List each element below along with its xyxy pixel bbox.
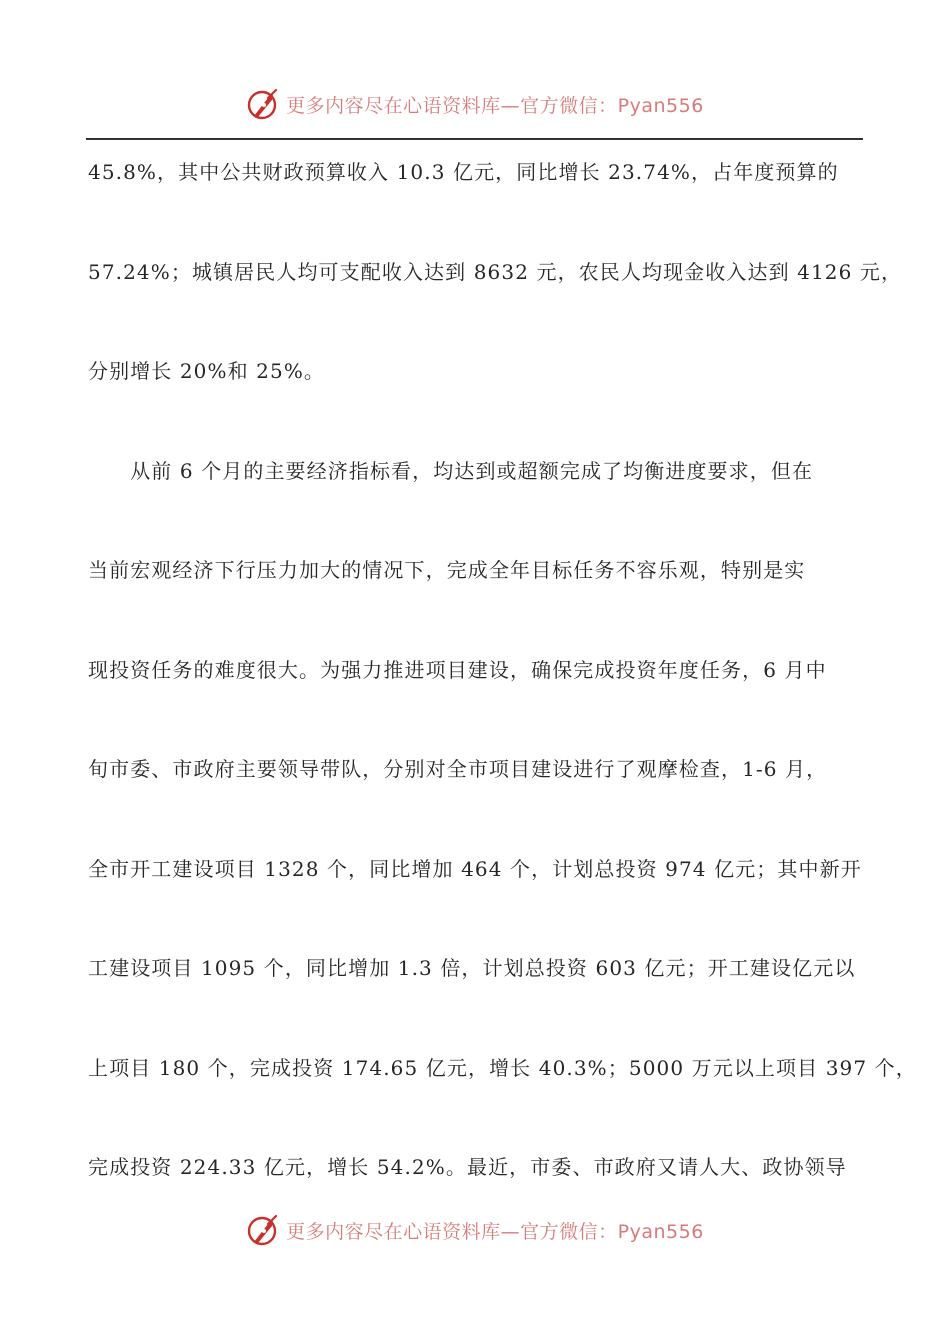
document-body [88, 148, 917, 1243]
pen-nib-logo-icon [246, 86, 282, 122]
text-line: 45.8%，其中公共财政预算收入 10.3 亿元，同比增长 23.74%，占年度预算的 [88, 160, 839, 184]
text-line: 分别增长 20%和 25%。 [88, 359, 326, 383]
text-line: 当前宏观经济下行压力加大的情况下，完成全年目标任务不容乐观，特别是实 [88, 558, 806, 582]
text-line: 完成投资 224.33 亿元，增长 54.2%。最近，市委、市政府又请人大、政协领导 [88, 1155, 847, 1179]
text-line: 现投资任务的难度很大。为强力推进项目建设，确保完成投资年度任务，6 月中 [88, 657, 827, 682]
text-line: 上项目 180 个，完成投资 174.65 亿元，增长 40.3%；5000 万元以上项目 397 个， [88, 1055, 917, 1080]
paragraph-start-line: 从前 6 个月的主要经济指标看，均达到或超额完成了均衡进度要求，但在 [88, 458, 814, 483]
header-banner [0, 82, 950, 126]
text-line: 57.24%；城镇居民人均可支配收入达到 8632 元，农民人均现金收入达到 4126 元， [88, 259, 903, 284]
pen-nib-logo-icon [246, 1212, 282, 1248]
text-line: 全市开工建设项目 1328 个，同比增加 464 个，计划总投资 974 亿元；其中新开 [88, 856, 862, 881]
header-divider [86, 138, 863, 140]
footer-banner [0, 1208, 950, 1252]
text-line: 旬市委、市政府主要领导带队，分别对全市项目建设进行了观摩检查，1-6 月， [88, 757, 828, 781]
banner-text: 更多内容尽在心语资料库—官方微信：Pyan556 [286, 1220, 704, 1243]
text-line: 工建设项目 1095 个，同比增加 1.3 倍，计划总投资 603 亿元；开工建设亿元以 [88, 956, 856, 980]
banner-text: 更多内容尽在心语资料库—官方微信：Pyan556 [286, 94, 704, 117]
